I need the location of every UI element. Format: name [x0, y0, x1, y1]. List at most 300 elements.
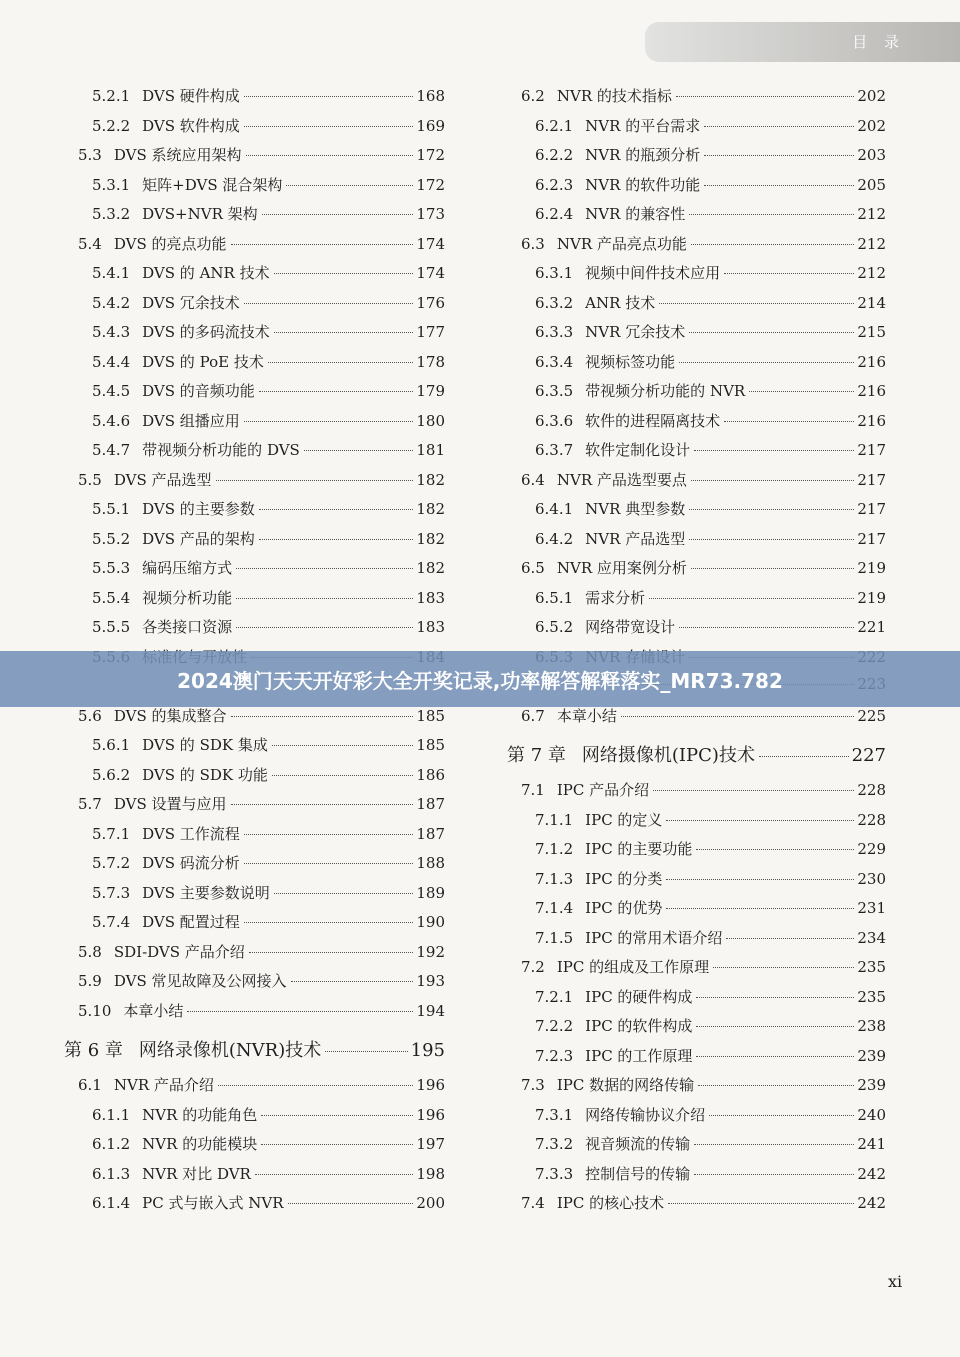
toc-dot-leader — [704, 155, 854, 156]
toc-dot-leader — [274, 893, 414, 894]
toc-entry-title: DVS 组播应用 — [142, 411, 240, 430]
toc-entry-page: 216 — [857, 411, 886, 430]
toc-dot-leader — [236, 568, 413, 569]
toc-entry-number: 7.1 — [521, 781, 545, 799]
toc-entry-title: 软件的进程隔离技术 — [585, 411, 721, 430]
toc-dot-leader — [724, 421, 854, 422]
toc-dot-leader — [236, 598, 413, 599]
toc-entry — [60, 705, 445, 735]
toc-entry-title: DVS 硬件构成 — [142, 87, 240, 105]
toc-entry — [60, 233, 445, 263]
toc-entry-page: 168 — [416, 87, 445, 105]
toc-dot-leader — [689, 539, 854, 540]
toc-entry-title: NVR 冗余技术 — [585, 323, 686, 341]
toc-entry-number: 7.1.5 — [535, 928, 574, 947]
toc-entry-title: 矩阵+DVS 混合架构 — [142, 175, 283, 194]
toc-dot-leader — [698, 1085, 854, 1086]
toc-entry-page: 180 — [416, 411, 445, 430]
toc-entry-title: DVS+NVR 架构 — [142, 205, 258, 223]
toc-dot-leader — [272, 745, 414, 746]
toc-entry — [60, 734, 445, 764]
toc-entry — [503, 838, 886, 868]
toc-entry — [503, 868, 886, 898]
toc-entry — [60, 528, 445, 558]
toc-entry-page: 196 — [416, 1076, 445, 1094]
toc-entry-title: 编码压缩方式 — [142, 559, 233, 577]
toc-entry — [60, 203, 445, 233]
toc-dot-leader — [666, 908, 854, 909]
toc-entry-page: 192 — [416, 942, 445, 961]
toc-entry — [503, 1015, 886, 1045]
toc-dot-leader — [218, 1085, 413, 1086]
toc-dot-leader — [259, 509, 414, 510]
toc-entry-page: 228 — [857, 810, 886, 829]
toc-entry — [60, 439, 445, 469]
toc-dot-leader — [689, 332, 854, 333]
toc-entry-number: 6.3.4 — [535, 352, 574, 371]
toc-dot-leader — [696, 1056, 854, 1057]
toc-entry-page: 203 — [857, 146, 886, 164]
toc-entry-number: 6.2.3 — [535, 175, 574, 194]
section-header-tab — [645, 22, 960, 62]
toc-dot-leader — [679, 362, 854, 363]
toc-entry-number: 6.3.3 — [535, 323, 574, 341]
toc-entry-number: 5.7.1 — [92, 824, 131, 843]
toc-entry-title: DVS 的 ANR 技术 — [142, 264, 270, 282]
toc-entry-title: DVS 配置过程 — [142, 913, 240, 931]
toc-entry-page: 187 — [416, 795, 445, 813]
toc-entry — [60, 85, 445, 115]
toc-entry-page: 217 — [857, 470, 886, 489]
toc-dot-leader — [231, 244, 414, 245]
toc-entry-page: 179 — [416, 382, 445, 400]
toc-entry-page: 197 — [416, 1135, 445, 1153]
toc-dot-leader — [216, 480, 414, 481]
toc-entry-page: 230 — [857, 869, 886, 888]
toc-entry — [503, 557, 886, 587]
toc-entry-page: 202 — [857, 87, 886, 105]
toc-entry-page: 215 — [857, 323, 886, 341]
toc-entry-page: 187 — [416, 824, 445, 843]
toc-dot-leader — [246, 155, 414, 156]
toc-entry — [60, 1000, 445, 1030]
toc-entry-number: 5.5.2 — [92, 529, 131, 548]
toc-entry-number: 5.4.3 — [92, 323, 131, 341]
toc-entry — [503, 986, 886, 1016]
toc-dot-leader — [676, 96, 854, 97]
toc-entry-number: 6.1 — [78, 1076, 102, 1094]
toc-entry-title: DVS 设置与应用 — [113, 795, 227, 813]
toc-entry — [60, 262, 445, 292]
toc-entry-title: DVS 产品的架构 — [142, 529, 255, 548]
toc-entry-title: ANR 技术 — [585, 293, 656, 312]
toc-entry-page: 219 — [857, 588, 886, 607]
toc-entry-title: 网络带宽设计 — [585, 618, 676, 636]
toc-entry-number: 第 7 章 — [507, 745, 566, 766]
toc-entry-page: 183 — [416, 588, 445, 607]
toc-entry-number: 6.4.1 — [535, 500, 574, 518]
toc-entry-page: 221 — [857, 618, 886, 636]
toc-entry-number: 5.2.1 — [92, 87, 131, 105]
toc-entry — [60, 115, 445, 145]
toc-entry-page: 212 — [857, 205, 886, 223]
toc-entry — [503, 351, 886, 381]
toc-entry-number: 7.1.4 — [535, 899, 574, 917]
toc-entry-page: 235 — [857, 958, 886, 976]
toc-entry-number: 6.3.5 — [535, 382, 574, 400]
toc-entry-title: 网络摄像机(IPC)技术 — [581, 745, 755, 766]
toc-entry-page: 182 — [416, 559, 445, 577]
toc-entry — [60, 941, 445, 971]
toc-entry — [503, 1045, 886, 1075]
toc-entry-number: 5.3.2 — [92, 205, 131, 223]
toc-entry-number: 5.7.2 — [92, 854, 131, 872]
toc-entry-page: 188 — [416, 854, 445, 872]
toc-entry — [60, 882, 445, 912]
toc-entry — [503, 292, 886, 322]
toc-entry-page: 242 — [857, 1164, 886, 1183]
toc-entry-page: 239 — [857, 1076, 886, 1094]
toc-entry-number: 5.7.4 — [92, 913, 131, 931]
toc-entry-title: 视频中间件技术应用 — [585, 264, 721, 282]
toc-entry-number: 5.4.6 — [92, 411, 131, 430]
toc-dot-leader — [255, 1174, 414, 1175]
toc-entry-page: 174 — [416, 234, 445, 253]
toc-entry-title: DVS 软件构成 — [142, 116, 240, 135]
toc-entry-page: 190 — [416, 913, 445, 931]
toc-entry-page: 242 — [857, 1194, 886, 1212]
toc-dot-leader — [187, 1011, 413, 1012]
toc-entry-title: IPC 产品介绍 — [556, 781, 650, 799]
toc-dot-leader — [259, 391, 414, 392]
toc-entry — [60, 1192, 445, 1222]
toc-dot-leader — [231, 804, 414, 805]
toc-entry-title: IPC 的工作原理 — [585, 1046, 693, 1065]
toc-entry-title: DVS 的 SDK 功能 — [142, 765, 268, 784]
toc-entry-number: 6.3.6 — [535, 411, 574, 430]
toc-entry — [60, 823, 445, 853]
toc-dot-leader — [274, 332, 414, 333]
toc-entry — [503, 203, 886, 233]
toc-dot-leader — [696, 997, 854, 998]
toc-dot-leader — [291, 981, 414, 982]
toc-entry-page: 219 — [857, 559, 886, 577]
toc-entry-title: IPC 的硬件构成 — [585, 987, 693, 1006]
toc-entry — [503, 528, 886, 558]
toc-entry-title: IPC 的分类 — [585, 869, 663, 888]
toc-chapter-entry — [60, 1036, 445, 1070]
toc-entry-number: 6.2.1 — [535, 116, 574, 135]
toc-entry-number: 第 6 章 — [64, 1040, 123, 1061]
toc-entry-number: 6.2.2 — [535, 146, 574, 164]
toc-entry-number: 5.9 — [78, 972, 102, 990]
toc-entry-page: 205 — [857, 175, 886, 194]
toc-entry-title: 各类接口资源 — [142, 618, 233, 636]
toc-dot-leader — [286, 185, 413, 186]
toc-entry-page: 173 — [416, 205, 445, 223]
toc-entry-title: DVS 的亮点功能 — [113, 234, 227, 253]
toc-entry-title: IPC 的组成及工作原理 — [556, 958, 710, 976]
toc-dot-leader — [679, 627, 854, 628]
toc-dot-leader — [262, 214, 414, 215]
toc-entry — [60, 1133, 445, 1163]
toc-entry-page: 217 — [857, 441, 886, 459]
toc-entry — [503, 1074, 886, 1104]
toc-entry-number: 6.1.4 — [92, 1194, 131, 1212]
toc-entry-page: 185 — [416, 706, 445, 725]
toc-entry-number: 5.4.7 — [92, 441, 131, 459]
toc-entry-title: NVR 的功能模块 — [142, 1135, 258, 1153]
toc-entry-page: 182 — [416, 470, 445, 489]
toc-chapter-entry — [503, 741, 886, 775]
toc-entry — [503, 779, 886, 809]
toc-entry-page: 239 — [857, 1046, 886, 1065]
toc-entry — [503, 174, 886, 204]
toc-entry — [60, 292, 445, 322]
toc-entry-number: 6.3 — [521, 234, 545, 253]
toc-entry-title: DVS 的音频功能 — [142, 382, 255, 400]
toc-dot-leader — [325, 1051, 407, 1052]
toc-entry-page: 216 — [857, 352, 886, 371]
toc-dot-leader — [244, 421, 414, 422]
toc-entry-number: 6.5 — [521, 559, 545, 577]
toc-entry-number: 7.1.1 — [535, 810, 574, 829]
toc-entry-title: 网络传输协议介绍 — [585, 1105, 706, 1124]
toc-entry-page: 217 — [857, 500, 886, 518]
toc-entry-title: 本章小结 — [556, 706, 617, 725]
toc-entry-page: 212 — [857, 234, 886, 253]
toc-dot-leader — [691, 244, 854, 245]
toc-entry — [503, 321, 886, 351]
toc-entry — [503, 85, 886, 115]
toc-entry-page: 240 — [857, 1105, 886, 1124]
toc-entry-number: 5.6.2 — [92, 765, 131, 784]
toc-entry-title: DVS 的 PoE 技术 — [142, 352, 264, 371]
toc-entry-title: NVR 应用案例分析 — [556, 559, 687, 577]
toc-entry-page: 234 — [857, 928, 886, 947]
toc-entry — [60, 351, 445, 381]
toc-dot-leader — [694, 1174, 854, 1175]
toc-entry — [60, 469, 445, 499]
toc-dot-leader — [668, 1203, 854, 1204]
toc-entry — [503, 927, 886, 957]
toc-entry-number: 7.1.3 — [535, 869, 574, 888]
toc-entry-number: 5.5.4 — [92, 588, 131, 607]
toc-entry — [60, 911, 445, 941]
toc-entry-page: 182 — [416, 529, 445, 548]
toc-entry-page: 195 — [410, 1040, 445, 1061]
overlay-banner — [0, 651, 960, 707]
toc-entry-page: 194 — [416, 1001, 445, 1020]
section-header-label: 目 录 — [852, 33, 905, 51]
overlay-banner-text: 2024澳门天天开好彩大全开奖记录,功率解答解释落实_MR73.782 — [177, 668, 783, 693]
toc-entry-number: 6.3.1 — [535, 264, 574, 282]
toc-entry — [503, 233, 886, 263]
toc-entry-number: 5.7 — [78, 795, 102, 813]
toc-entry-page: 189 — [416, 883, 445, 902]
toc-dot-leader — [704, 185, 854, 186]
toc-entry-title: DVS 主要参数说明 — [142, 883, 270, 902]
toc-entry — [503, 1104, 886, 1134]
toc-entry-title: 网络录像机(NVR)技术 — [138, 1040, 322, 1061]
toc-entry — [503, 262, 886, 292]
toc-entry-number: 5.5.3 — [92, 559, 131, 577]
toc-entry-title: PC 式与嵌入式 NVR — [142, 1194, 284, 1212]
toc-entry-number: 7.2.2 — [535, 1017, 574, 1035]
toc-dot-leader — [653, 790, 854, 791]
toc-entry-page: 202 — [857, 116, 886, 135]
toc-dot-leader — [694, 1144, 854, 1145]
toc-entry-number: 6.5.2 — [535, 618, 574, 636]
toc-entry-title: 带视频分析功能的 NVR — [585, 382, 746, 400]
toc-entry-number: 5.10 — [78, 1001, 112, 1020]
toc-entry-title: NVR 典型参数 — [585, 500, 686, 518]
toc-dot-leader — [704, 126, 854, 127]
toc-entry-page: 228 — [857, 781, 886, 799]
toc-entry-page: 212 — [857, 264, 886, 282]
toc-entry-number: 5.4.2 — [92, 293, 131, 312]
toc-dot-leader — [689, 509, 854, 510]
toc-dot-leader — [621, 716, 854, 717]
toc-dot-leader — [694, 450, 854, 451]
toc-dot-leader — [649, 598, 854, 599]
toc-entry-title: NVR 产品介绍 — [113, 1076, 214, 1094]
toc-entry-page: 235 — [857, 987, 886, 1006]
toc-entry-page: 174 — [416, 264, 445, 282]
toc-entry-title: IPC 的核心技术 — [556, 1194, 665, 1212]
toc-entry-page: 217 — [857, 529, 886, 548]
toc-dot-leader — [244, 126, 414, 127]
toc-entry-title: NVR 的平台需求 — [585, 116, 701, 135]
toc-entry-page: 185 — [416, 736, 445, 754]
toc-entry-number: 5.7.3 — [92, 883, 131, 902]
toc-entry — [60, 764, 445, 794]
toc-entry-title: DVS 冗余技术 — [142, 293, 240, 312]
toc-entry-number: 5.3 — [78, 146, 102, 164]
toc-entry-title: NVR 对比 DVR — [142, 1164, 251, 1183]
toc-dot-leader — [244, 303, 414, 304]
toc-entry-title: DVS 的多码流技术 — [142, 323, 270, 341]
toc-entry-number: 5.4.4 — [92, 352, 131, 371]
toc-entry-page: 181 — [416, 441, 445, 459]
toc-entry — [503, 115, 886, 145]
toc-entry-title: NVR 产品选型 — [585, 529, 686, 548]
toc-entry — [503, 144, 886, 174]
toc-entry-title: NVR 产品亮点功能 — [556, 234, 687, 253]
toc-dot-leader — [659, 303, 854, 304]
toc-entry-page: 196 — [416, 1105, 445, 1124]
toc-entry-page: 176 — [416, 293, 445, 312]
toc-entry-page: 183 — [416, 618, 445, 636]
toc-entry-title: DVS 常见故障及公网接入 — [113, 972, 287, 990]
toc-entry-number: 7.2.1 — [535, 987, 574, 1006]
toc-entry-page: 193 — [416, 972, 445, 990]
toc-entry-number: 6.2.4 — [535, 205, 574, 223]
toc-entry-number: 7.3.2 — [535, 1135, 574, 1153]
toc-entry — [60, 321, 445, 351]
toc-entry-page: 172 — [416, 146, 445, 164]
toc-entry — [60, 144, 445, 174]
toc-entry-number: 7.4 — [521, 1194, 545, 1212]
toc-entry-number: 6.3.7 — [535, 441, 574, 459]
toc-entry-number: 6.1.3 — [92, 1164, 131, 1183]
toc-entry-title: SDI-DVS 产品介绍 — [113, 942, 245, 961]
toc-entry — [60, 380, 445, 410]
toc-dot-leader — [249, 952, 414, 953]
toc-dot-leader — [272, 775, 414, 776]
toc-entry — [503, 469, 886, 499]
toc-entry-page: 225 — [857, 706, 886, 725]
toc-entry-page: 214 — [857, 293, 886, 312]
toc-entry — [503, 498, 886, 528]
toc-entry-number: 7.2 — [521, 958, 545, 976]
toc-entry-title: IPC 的软件构成 — [585, 1017, 693, 1035]
toc-entry-page: 182 — [416, 500, 445, 518]
toc-dot-leader — [268, 362, 414, 363]
toc-entry-number: 6.1.2 — [92, 1135, 131, 1153]
toc-dot-leader — [304, 450, 414, 451]
toc-entry-number: 7.1.2 — [535, 840, 574, 858]
toc-entry — [503, 705, 886, 735]
toc-entry-title: DVS 工作流程 — [142, 824, 240, 843]
toc-entry-title: 需求分析 — [585, 588, 646, 607]
toc-entry-title: IPC 数据的网络传输 — [556, 1076, 695, 1094]
toc-entry-title: DVS 的集成整合 — [113, 706, 227, 725]
toc-entry-number: 5.4.1 — [92, 264, 131, 282]
toc-dot-leader — [244, 922, 414, 923]
toc-entry-page: 238 — [857, 1017, 886, 1035]
toc-dot-leader — [244, 96, 414, 97]
toc-entry-title: 软件定制化设计 — [585, 441, 691, 459]
toc-entry — [60, 174, 445, 204]
toc-entry — [503, 1192, 886, 1222]
toc-entry-title: DVS 系统应用架构 — [113, 146, 242, 164]
toc-entry-number: 7.3.1 — [535, 1105, 574, 1124]
toc-entry-title: NVR 产品选型要点 — [556, 470, 687, 489]
toc-entry-number: 6.1.1 — [92, 1105, 131, 1124]
toc-entry — [60, 793, 445, 823]
toc-entry-title: 控制信号的传输 — [585, 1164, 691, 1183]
toc-entry-title: DVS 的主要参数 — [142, 500, 255, 518]
toc-entry-title: NVR 的瓶颈分析 — [585, 146, 701, 164]
toc-dot-leader — [261, 1115, 413, 1116]
toc-entry — [503, 410, 886, 440]
toc-dot-leader — [689, 214, 854, 215]
toc-dot-leader — [236, 627, 413, 628]
toc-entry-title: NVR 的兼容性 — [585, 205, 686, 223]
toc-entry-title: 视频分析功能 — [142, 588, 233, 607]
toc-entry — [60, 1104, 445, 1134]
toc-dot-leader — [713, 967, 854, 968]
toc-entry-number: 6.4 — [521, 470, 545, 489]
toc-dot-leader — [259, 539, 414, 540]
toc-entry-title: IPC 的优势 — [585, 899, 663, 917]
toc-entry-number: 5.6 — [78, 706, 102, 725]
toc-entry-title: 视频标签功能 — [585, 352, 676, 371]
toc-dot-leader — [759, 756, 849, 757]
toc-entry — [503, 956, 886, 986]
toc-dot-leader — [261, 1144, 413, 1145]
toc-entry-page: 178 — [416, 352, 445, 371]
toc-entry-number: 5.5.5 — [92, 618, 131, 636]
toc-entry-title: IPC 的常用术语介绍 — [585, 928, 723, 947]
toc-entry-page: 177 — [416, 323, 445, 341]
toc-entry-title: NVR 的功能角色 — [142, 1105, 258, 1124]
toc-entry-number: 5.6.1 — [92, 736, 131, 754]
toc-entry-page: 216 — [857, 382, 886, 400]
toc-entry-title: IPC 的定义 — [585, 810, 663, 829]
toc-entry — [60, 852, 445, 882]
